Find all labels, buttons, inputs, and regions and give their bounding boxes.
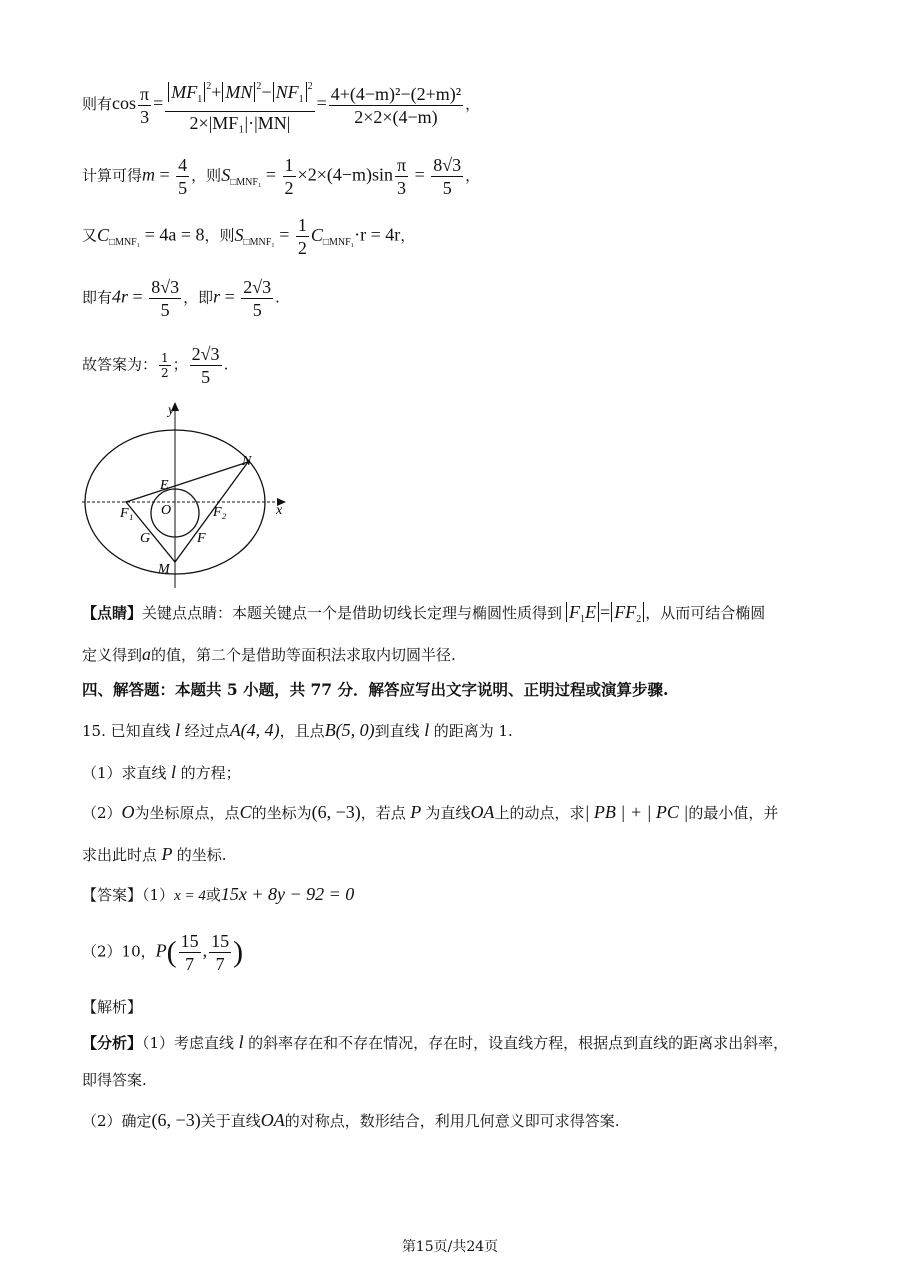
problem-15-question-1: （1）求直线 l 的方程；	[82, 762, 241, 782]
problem-15-stem: 15. 已知直线 l 经过点A(4, 4)，且点B(5, 0)到直线 l 的距离为 1.	[82, 720, 513, 740]
label-N: N	[242, 454, 252, 469]
label-O: O	[161, 503, 172, 518]
pi-over-3: $\frac{\pi}{3}$	[140, 83, 150, 127]
label-G: G	[140, 531, 151, 546]
answer-summary-line: 故答案为： $\frac{1}{2}$ ； $\frac{2√3}{5}$ .	[82, 344, 229, 387]
label-x: x	[276, 503, 283, 518]
label-M: M	[158, 562, 170, 577]
label-y: y	[168, 403, 175, 418]
formula-cos-line: 则有cos $\frac{\pi}{3}$ = $\frac{MF_1^2+ MN ^2- NF_1^2}{\text{2×|MF₁|·|MN|}}$ = $\frac{\text{4+(4−m)²−(2+m)²}}{2\times 2\times(4-m)}$ ，	[82, 76, 480, 134]
label-F1: F₁	[120, 506, 134, 521]
page-footer: 第15页/共24页	[401, 1239, 499, 1255]
label-E: E	[160, 478, 169, 493]
analysis-line-2: 即得答案.	[82, 1071, 147, 1089]
answer-line-1: 【答案】（1）x = 4或15x + 8y − 92 = 0	[82, 884, 355, 904]
analysis-label: 【解析】	[82, 998, 143, 1016]
label-F2: F₂	[213, 505, 227, 520]
formula-m-line: 计算可得m = $\frac{4}{5}$ ，则$S_{□MNF_1}$ = $\frac{1}{2}$ ×2×(4−m)sin $\frac{\pi}{3}$ = $\frac{8√3}{5}$ ，	[82, 155, 481, 198]
analysis-line-1: 【分析】（1）考虑直线 l 的斜率存在和不存在情况，存在时，设直线方程，根据点到直线的距离求出斜率，	[82, 1032, 789, 1052]
cosine-law-fraction: $\frac{MF_1^2+ MN ^2- NF_1^2}{\text{2×|MF₁|·|MN|}}$	[165, 76, 314, 134]
triangle-MNF1	[126, 462, 248, 562]
analysis-line-3: （2）确定(6, −3)关于直线OA的对称点，数形结合，利用几何意义即可求得答案.	[82, 1110, 620, 1130]
key-point-line-2: 定义得到a的值，第二个是借助等面积法求取内切圆半径.	[82, 644, 456, 664]
label-F: F	[197, 531, 206, 546]
key-point-line-1: 【点睛】关键点点睛：本题关键点一个是借助切线长定理与椭圆性质得到 $F_1E = FF_2$ ，从而可结合椭圆	[82, 602, 766, 625]
problem-15-question-2-cont: 求出此时点 P 的坐标.	[82, 844, 227, 864]
section-title: 四、解答题：本题共 5 小题，共 77 分．解答应写出文字说明、正明过程或演算步骤.	[82, 680, 669, 699]
ellipse-diagram	[80, 400, 300, 590]
numeric-fraction: $\frac{\text{4+(4−m)²−(2+m)²}}{2\times 2\times(4-m)}$	[330, 83, 462, 127]
problem-15-question-2: （2）O为坐标原点，点C的坐标为(6, −3)，若点 P 为直线OA上的动点，求| PB | + | PC |的最小值，并	[82, 802, 779, 822]
answer-line-2: （2）10，P( $\frac{15}{7}$ , $\frac{15}{7}$ )	[82, 931, 244, 974]
formula-radius-line: 即有4r = $\frac{8√3}{5}$ ，即r = $\frac{2√3}{5}$ .	[82, 277, 280, 320]
formula-perimeter-line: 又$C_{□MNF_1} = 4a = 8$，则$S_{□MNF_1}$ = $\frac{1}{2}$ $C_{□MNF_1}\cdot r = 4r$，	[82, 215, 416, 258]
